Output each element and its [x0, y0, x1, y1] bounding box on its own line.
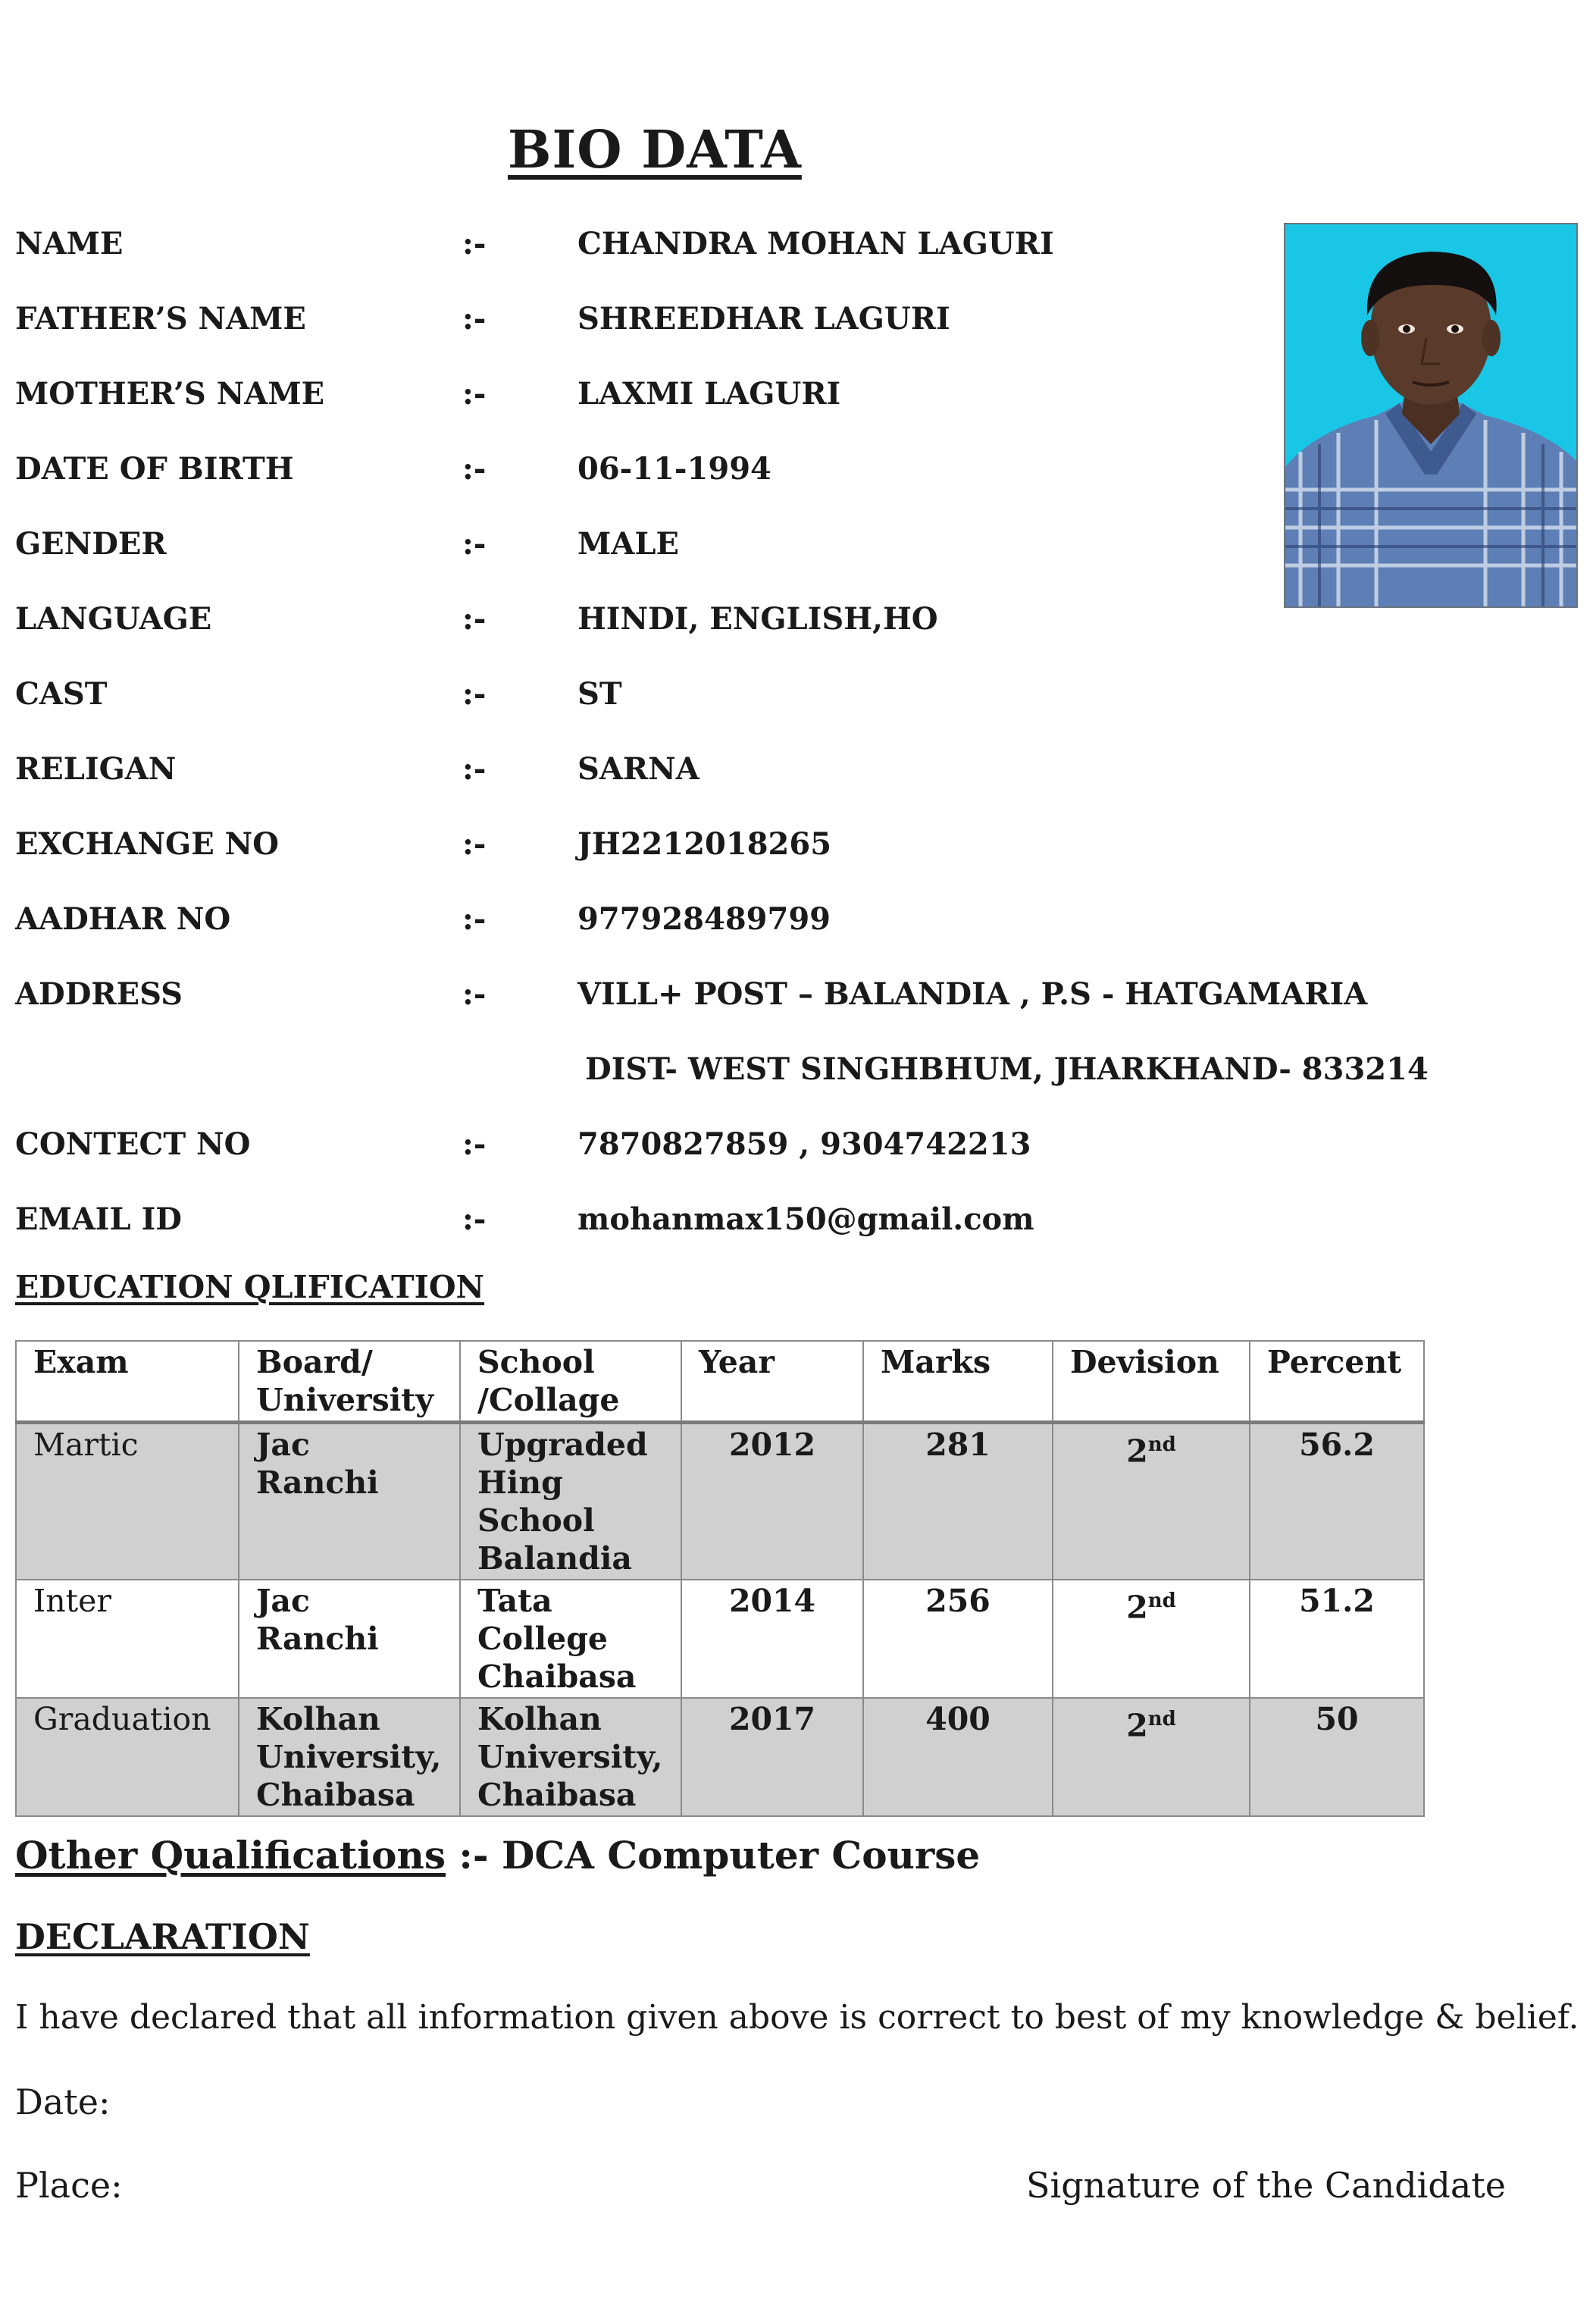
person-photo-icon [1285, 224, 1576, 606]
detail-value: DIST- WEST SINGHBHUM, JHARKHAND- 833214 [585, 1051, 1429, 1087]
detail-label: AADHAR NO [15, 901, 231, 937]
header-school: School /Collage [460, 1341, 681, 1423]
place-label: Place: [15, 2165, 123, 2206]
cell-school: Upgraded Hing School Balandia [460, 1423, 681, 1580]
detail-label: CAST [15, 676, 108, 712]
cell-board: Jac Ranchi [239, 1423, 460, 1580]
header-marks: Marks [863, 1341, 1053, 1423]
table-header-row [16, 1341, 1424, 1423]
detail-value: HINDI, ENGLISH,HO [577, 601, 938, 637]
detail-label: EXCHANGE NO [15, 826, 280, 862]
detail-row [15, 1126, 1288, 1172]
detail-value: ST [577, 676, 622, 712]
detail-value: 977928489799 [577, 901, 831, 937]
cell-school: Kolhan University, Chaibasa [460, 1698, 681, 1816]
detail-separator: :- [462, 601, 487, 637]
detail-separator: :- [462, 751, 487, 787]
detail-value: SARNA [577, 751, 699, 787]
detail-row [15, 976, 1368, 1022]
cell-school: Tata College Chaibasa [460, 1580, 681, 1698]
detail-label: CONTECT NO [15, 1126, 251, 1162]
table-row [16, 1423, 1424, 1580]
header-year: Year [681, 1341, 863, 1423]
division-value: 2 [1126, 1433, 1148, 1470]
header-exam: Exam [16, 1341, 239, 1423]
detail-row [15, 826, 1288, 872]
detail-row [15, 1051, 1429, 1097]
detail-separator: :- [462, 901, 487, 937]
detail-label: RELIGAN [15, 751, 177, 787]
division-suffix: nd [1147, 1708, 1176, 1730]
division-value: 2 [1126, 1589, 1148, 1626]
detail-row [15, 601, 1288, 647]
education-heading: EDUCATION QLIFICATION [15, 1269, 485, 1305]
detail-separator: :- [462, 1126, 487, 1162]
date-label: Date: [15, 2081, 111, 2122]
detail-value: 7870827859 , 9304742213 [577, 1126, 1031, 1162]
cell-board: Jac Ranchi [239, 1580, 460, 1698]
cell-division [1053, 1423, 1250, 1580]
detail-row [15, 751, 1288, 797]
detail-row [15, 301, 1288, 346]
detail-separator: :- [462, 1201, 487, 1237]
detail-row [15, 526, 1288, 572]
detail-separator: :- [462, 376, 487, 412]
division-suffix: nd [1147, 1590, 1176, 1612]
detail-separator: :- [462, 526, 487, 562]
detail-label: NAME [15, 226, 124, 262]
other-qualifications-label: Other Qualifications [15, 1833, 446, 1878]
cell-division [1053, 1698, 1250, 1816]
division-value: 2 [1126, 1707, 1148, 1744]
detail-label: GENDER [15, 526, 167, 562]
cell-exam: Martic [16, 1423, 239, 1580]
detail-value: JH2212018265 [577, 826, 832, 862]
cell-marks: 281 [863, 1423, 1053, 1580]
detail-value: SHREEDHAR LAGURI [577, 301, 950, 337]
detail-label: DATE OF BIRTH [15, 451, 294, 487]
other-qualifications [15, 1833, 980, 1878]
detail-row [15, 901, 1288, 947]
cell-marks: 256 [863, 1580, 1053, 1698]
detail-label: FATHER’S NAME [15, 301, 306, 337]
cell-percent: 50 [1250, 1698, 1424, 1816]
detail-row [15, 1201, 1288, 1247]
table-row [16, 1580, 1424, 1698]
cell-board: Kolhan University, Chaibasa [239, 1698, 460, 1816]
header-percent: Percent [1250, 1341, 1424, 1423]
detail-row [15, 376, 1288, 421]
detail-value: LAXMI LAGURI [577, 376, 841, 412]
cell-year: 2012 [681, 1423, 863, 1580]
cell-exam: Inter [16, 1580, 239, 1698]
candidate-photo [1284, 223, 1578, 608]
detail-separator: :- [462, 676, 487, 712]
cell-year: 2017 [681, 1698, 863, 1816]
cell-year: 2014 [681, 1580, 863, 1698]
detail-row [15, 226, 1288, 271]
header-board: Board/ University [239, 1341, 460, 1423]
declaration-heading: DECLARATION [15, 1916, 310, 1957]
detail-separator: :- [462, 226, 487, 262]
cell-marks: 400 [863, 1698, 1053, 1816]
table-row [16, 1698, 1424, 1816]
detail-value: MALE [577, 526, 679, 562]
detail-separator: :- [462, 301, 487, 337]
cell-exam: Graduation [16, 1698, 239, 1816]
detail-value: VILL+ POST – BALANDIA , P.S - HATGAMARIA [577, 976, 1368, 1012]
other-qualifications-text: :- DCA Computer Course [446, 1833, 981, 1878]
declaration-text: I have declared that all information given above is correct to best of my knowledge & belief. [15, 1998, 1579, 2037]
detail-label: ADDRESS [15, 976, 183, 1012]
detail-label: MOTHER’S NAME [15, 376, 325, 412]
detail-value: mohanmax150@gmail.com [577, 1201, 1034, 1237]
detail-label: LANGUAGE [15, 601, 212, 637]
detail-value: 06-11-1994 [577, 451, 771, 487]
education-table [15, 1340, 1425, 1817]
header-division: Devision [1053, 1341, 1250, 1423]
detail-row [15, 451, 1288, 496]
division-suffix: nd [1147, 1433, 1176, 1456]
detail-separator: :- [462, 451, 487, 487]
cell-percent: 51.2 [1250, 1580, 1424, 1698]
detail-separator: :- [462, 826, 487, 862]
cell-percent: 56.2 [1250, 1423, 1424, 1580]
cell-division [1053, 1580, 1250, 1698]
detail-label: EMAIL ID [15, 1201, 182, 1237]
signature-label: Signature of the Candidate [1026, 2165, 1506, 2206]
page-title: BIO DATA [508, 120, 802, 180]
detail-row [15, 676, 1288, 722]
detail-separator: :- [462, 976, 487, 1012]
detail-value: CHANDRA MOHAN LAGURI [577, 226, 1054, 262]
